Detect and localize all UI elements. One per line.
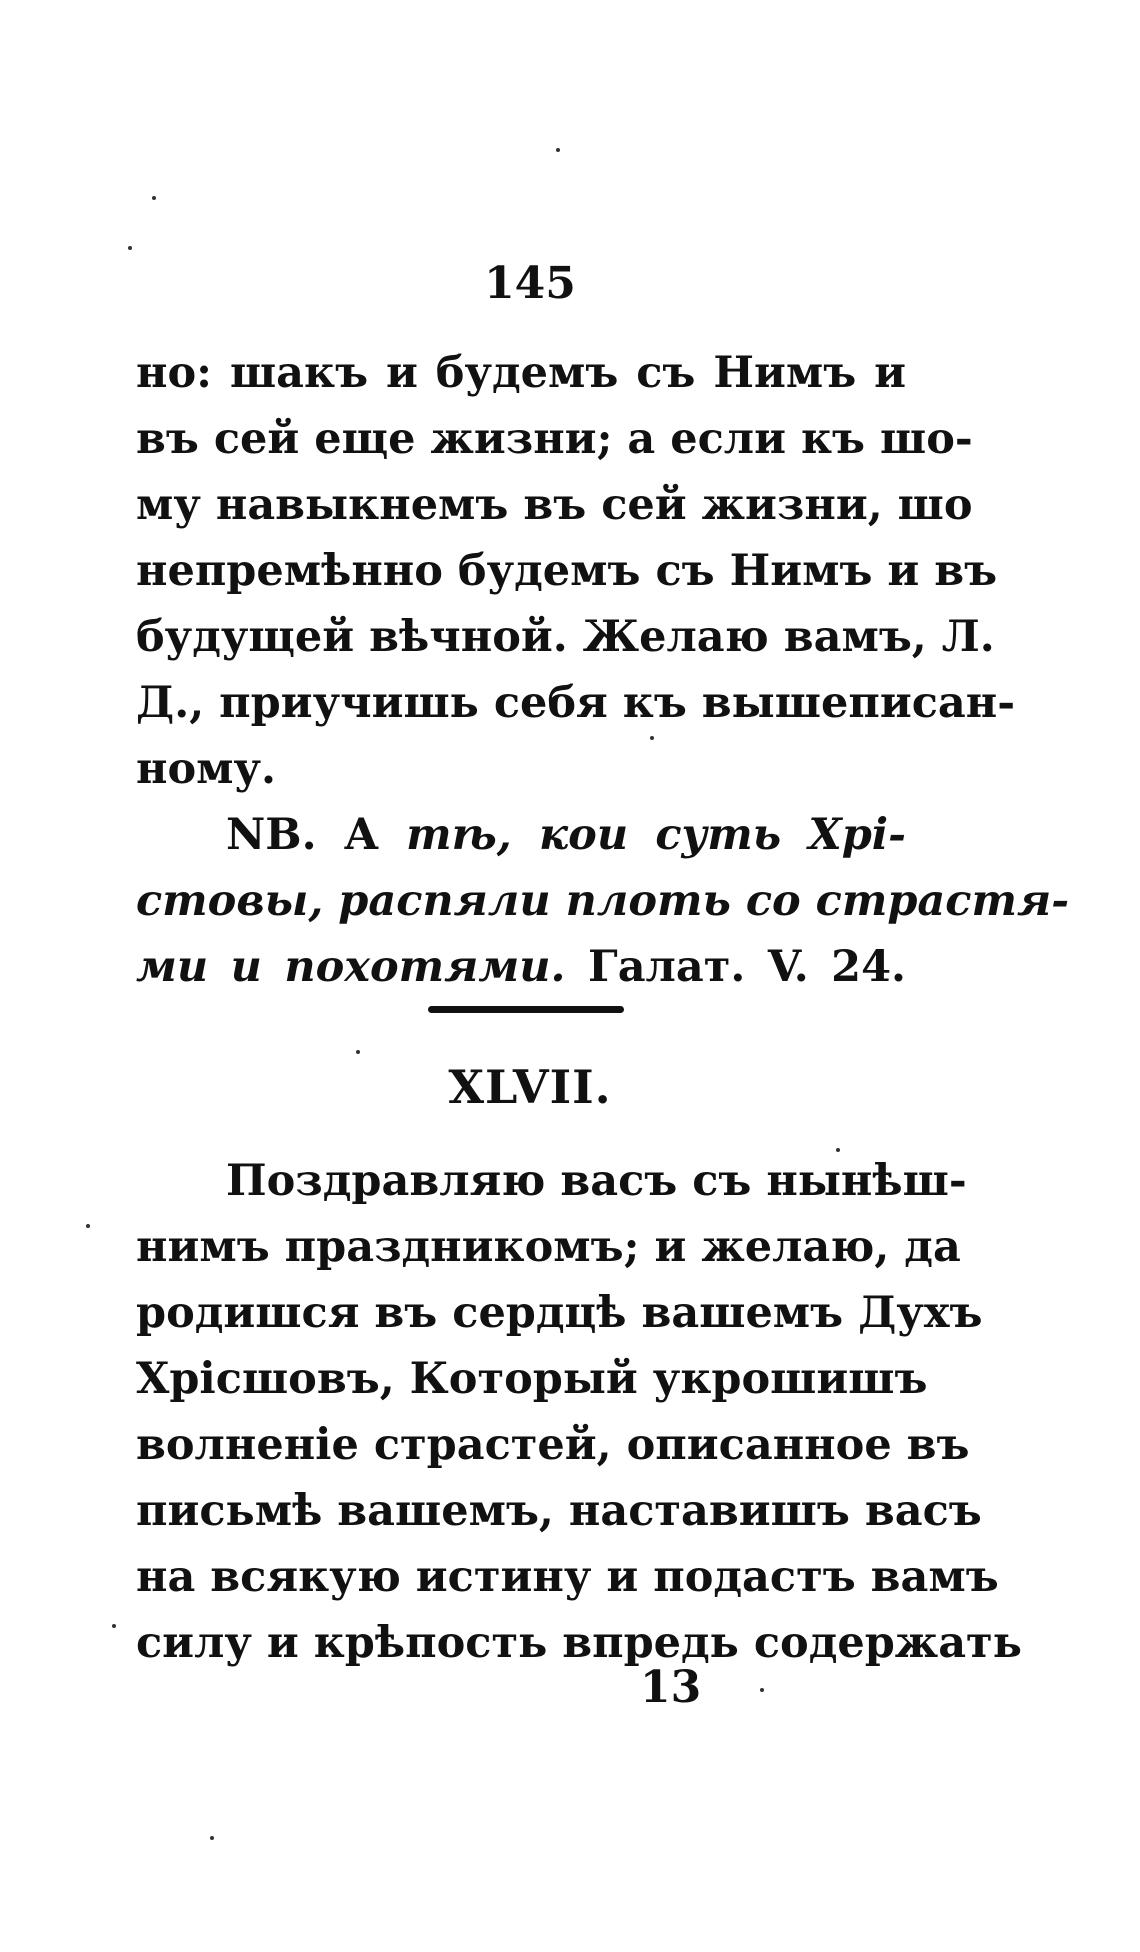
print-speck	[128, 246, 132, 250]
text-line: Поздравляю васъ съ нынѣш-	[226, 1156, 967, 1206]
text-line: письмѣ вашемъ, наставишъ васъ	[136, 1486, 982, 1536]
scripture-quote: ми и похотями.	[136, 942, 566, 992]
text-line: му навыкнемъ въ сей жизни, шо	[136, 480, 973, 530]
print-speck	[86, 1224, 90, 1228]
section-divider	[428, 1006, 624, 1013]
print-speck	[210, 1836, 214, 1840]
nb-note-line	[136, 934, 906, 1000]
print-speck	[152, 196, 156, 200]
text-line: Хрісшовъ, Который укрошишъ	[136, 1354, 928, 1404]
text-line: нимъ праздникомъ; и желаю, да	[136, 1222, 961, 1272]
scripture-quote-line: стовы, распяли плоть со страстя-	[136, 876, 1070, 926]
letter-continuation	[136, 340, 1070, 1000]
nb-note-line	[136, 802, 906, 868]
nb-label: NB. А	[226, 810, 379, 860]
text-line: на всякую истину и подастъ вамъ	[136, 1552, 999, 1602]
scripture-quote: тѣ, кои суть Хрі-	[406, 810, 906, 860]
text-line: ному.	[136, 744, 277, 794]
section-heading: XLVII.	[448, 1060, 612, 1114]
print-speck	[356, 1050, 360, 1054]
scripture-reference: Галат. V. 24.	[588, 942, 906, 992]
text-line: Д., приучишь себя къ вышеписан-	[136, 678, 1016, 728]
page-number: 145	[484, 258, 576, 309]
text-line: волненіе страстей, описанное въ	[136, 1420, 970, 1470]
text-line: родишся въ сердцѣ вашемъ Духъ	[136, 1288, 983, 1338]
text-line: но: шакъ и будемъ съ Нимъ и	[136, 348, 906, 398]
letter-body	[136, 1148, 1022, 1676]
text-line: силу и крѣпость впредь содержать	[136, 1618, 1022, 1668]
signature-mark: 13	[640, 1662, 702, 1713]
print-speck	[112, 1624, 116, 1628]
text-line: будущей вѣчной. Желаю вамъ, Л.	[136, 612, 995, 662]
text-line: непремѣнно будемъ съ Нимъ и въ	[136, 546, 998, 596]
text-line: въ сей еще жизни; а если къ шо-	[136, 414, 973, 464]
print-speck	[760, 1688, 764, 1692]
print-speck	[556, 148, 560, 152]
